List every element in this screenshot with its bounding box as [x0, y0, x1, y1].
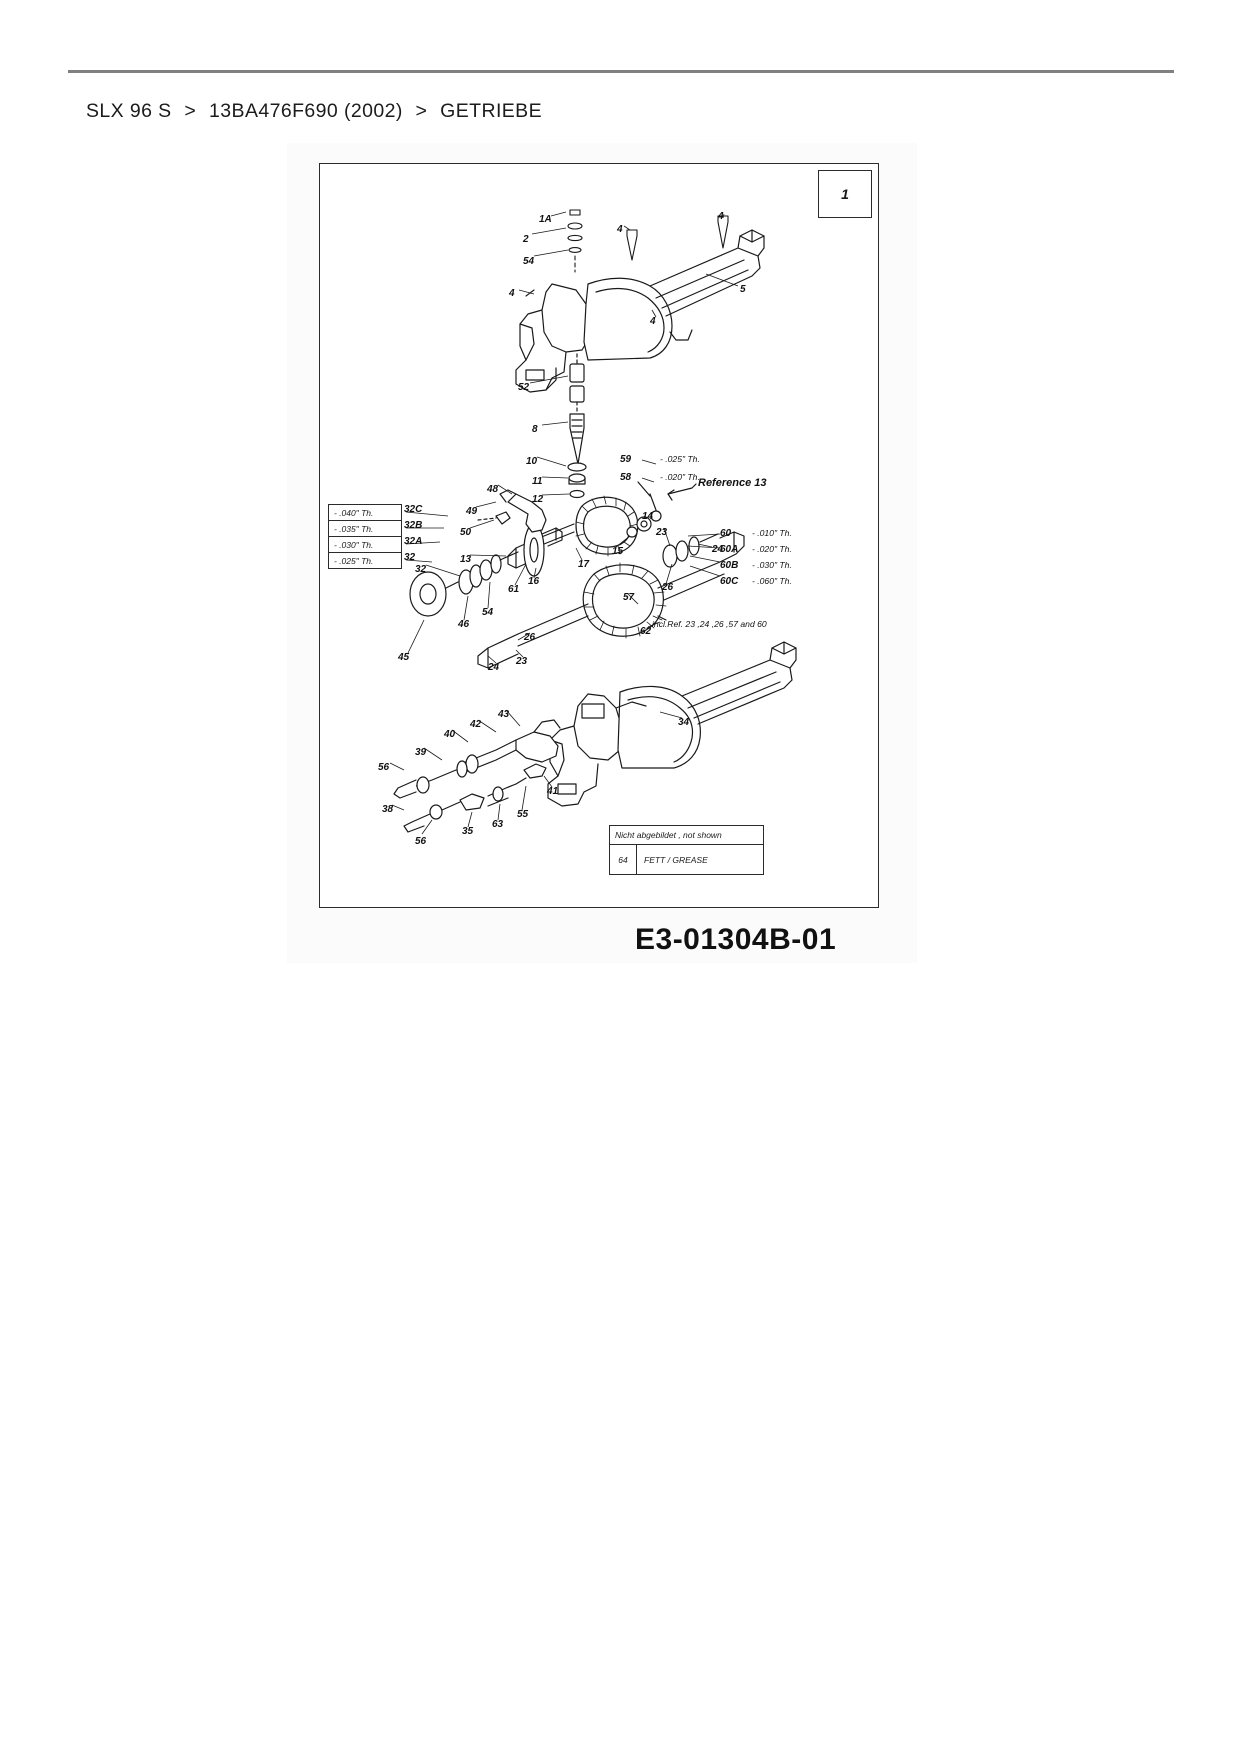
thickness-spec-table-left	[328, 504, 402, 569]
part-callout-26: 26	[524, 632, 536, 643]
part-callout-42: 42	[470, 719, 482, 730]
spec-right-text-60c: - .060" Th.	[752, 576, 792, 586]
shim-text-58: - .020" Th.	[660, 472, 700, 482]
part-callout-55: 55	[517, 809, 529, 820]
part-callout-15: 15	[612, 546, 624, 557]
not-shown-box	[609, 825, 764, 875]
part-callout-62: 62	[640, 626, 652, 637]
part-callout-11: 11	[532, 476, 543, 487]
part-callout-35: 35	[462, 826, 474, 837]
part-callout-23: 23	[516, 656, 528, 667]
part-callout-56: 56	[415, 836, 427, 847]
part-callout-14: 14	[642, 511, 654, 522]
part-callout-39: 39	[415, 747, 427, 758]
spec-right-num-60: 60	[720, 528, 732, 539]
part-callout-4: 4	[617, 224, 623, 235]
included-parts-note: incl.Ref. 23 ,24 ,26 ,57 and 60	[652, 619, 767, 629]
part-callout-2: 2	[523, 234, 529, 245]
spec-left-label-32b: 32B	[404, 520, 423, 531]
part-callout-17: 17	[578, 559, 590, 570]
part-callout-4: 4	[509, 288, 515, 299]
part-callout-54: 54	[482, 607, 494, 618]
part-callout-50: 50	[460, 527, 472, 538]
spec-right-text-60b: - .030" Th.	[752, 560, 792, 570]
spec-right-num-60b: 60B	[720, 560, 739, 571]
not-shown-text: FETT / GREASE	[644, 855, 708, 865]
part-callout-24: 24	[712, 544, 724, 555]
reference-note: Reference 13	[698, 477, 767, 489]
part-callout-61: 61	[508, 584, 520, 595]
drawing-id-label: E3-01304B-01	[635, 923, 837, 956]
part-callout-46: 46	[458, 619, 470, 630]
spec-row: - .040" Th.	[329, 505, 401, 521]
spec-left-label-32: 32	[404, 552, 416, 563]
spec-row: - .035" Th.	[329, 521, 401, 537]
part-callout-16: 16	[528, 576, 540, 587]
part-callout-54: 54	[523, 256, 535, 267]
part-callout-57: 57	[623, 592, 635, 603]
spec-row: - .025" Th.	[334, 555, 374, 566]
part-callout-40: 40	[444, 729, 456, 740]
shim-num-58: 58	[620, 472, 632, 483]
breadcrumb-item-assembly[interactable]: GETRIEBE	[440, 100, 542, 122]
part-callout-56: 56	[378, 762, 390, 773]
part-callout-26: 26	[662, 582, 674, 593]
breadcrumb	[86, 100, 542, 123]
breadcrumb-separator: >	[415, 100, 428, 122]
part-callout-13: 13	[460, 554, 472, 565]
header-divider	[68, 70, 1174, 73]
shim-text-59: - .025" Th.	[660, 454, 700, 464]
shim-num-59: 59	[620, 454, 632, 465]
not-shown-header: Nicht abgebildet , not shown	[610, 826, 763, 845]
part-callout-38: 38	[382, 804, 394, 815]
part-callout-34: 34	[678, 717, 690, 728]
part-callout-8: 8	[532, 424, 538, 435]
part-callout-1a: 1A	[539, 214, 552, 225]
part-callout-32: 32	[415, 564, 427, 575]
breadcrumb-separator: >	[184, 100, 197, 122]
spec-left-label-32a: 32A	[404, 536, 423, 547]
part-callout-10: 10	[526, 456, 538, 467]
spec-row: - .030" Th.	[329, 537, 401, 553]
part-callout-43: 43	[498, 709, 510, 720]
not-shown-number: 64	[610, 845, 637, 875]
part-callout-12: 12	[532, 494, 544, 505]
spec-right-text-60a: - .020" Th.	[752, 544, 792, 554]
spec-right-num-60c: 60C	[720, 576, 739, 587]
spec-left-label-32c: 32C	[404, 504, 423, 515]
spec-right-num-60a: 60A	[720, 544, 739, 555]
part-callout-63: 63	[492, 819, 504, 830]
part-callout-52: 52	[518, 382, 530, 393]
part-callout-5: 5	[740, 284, 746, 295]
breadcrumb-item-model[interactable]: SLX 96 S	[86, 100, 172, 122]
part-callout-4: 4	[650, 316, 656, 327]
breadcrumb-item-serial[interactable]: 13BA476F690 (2002)	[209, 100, 403, 122]
diagram-page-number: 1	[818, 170, 872, 218]
parts-diagram	[287, 143, 917, 963]
part-callout-24: 24	[488, 662, 500, 673]
part-callout-41: 41	[547, 786, 559, 797]
part-callout-49: 49	[466, 506, 478, 517]
part-callout-45: 45	[398, 652, 410, 663]
part-callout-48: 48	[487, 484, 499, 495]
part-callout-23: 23	[656, 527, 668, 538]
spec-right-text-60: - .010" Th.	[752, 528, 792, 538]
diagram-frame	[319, 163, 879, 908]
part-callout-4: 4	[718, 211, 724, 222]
